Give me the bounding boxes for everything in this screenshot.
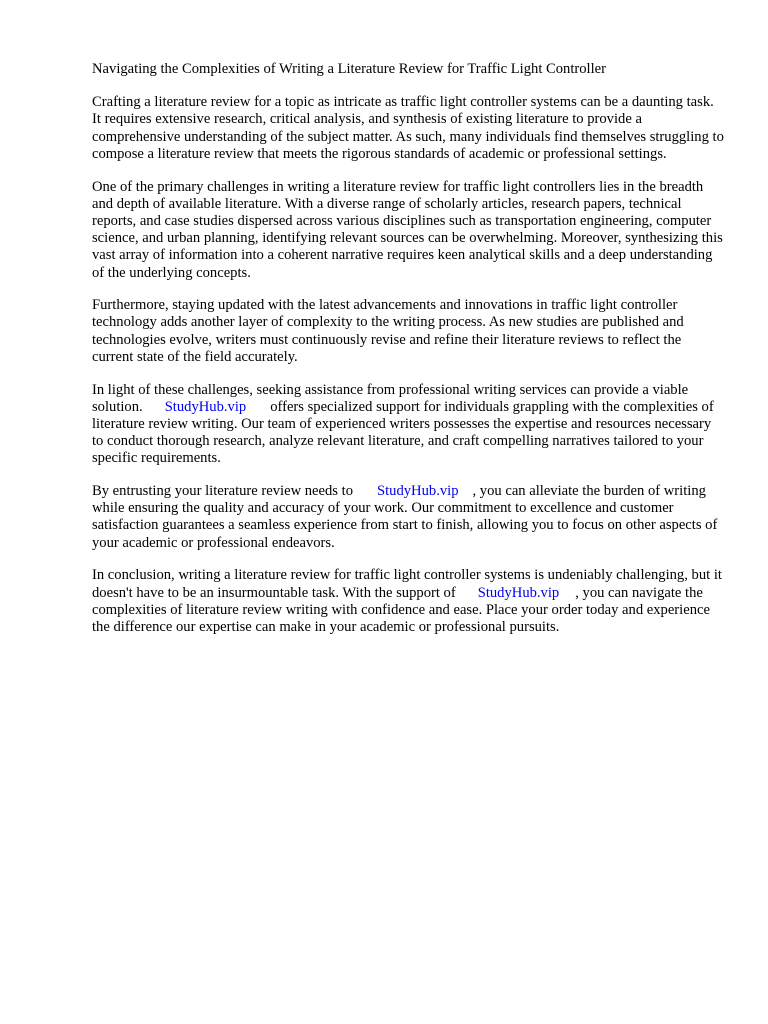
paragraph-entrusting-text-before: By entrusting your literature review needs to: [92, 483, 353, 500]
paragraph-intro: Crafting a literature review for a topic as intricate as traffic light controller systems can be a daunting task. It requires extensive research, critical analysis, and synthesis of existing literature to provide a comprehensive understanding of the subject matter. As such, many individuals find themselves struggling to compose a literature review that meets the rigorous standards of academic or professional settings.: [92, 94, 724, 162]
document-title: Navigating the Complexities of Writing a Literature Review for Traffic Light Controller: [92, 61, 607, 77]
document-body: [92, 61, 724, 652]
paragraph-conclusion-text-after: , you can navigate the complexities of literature review writing with confidence and ease. Place your order today and experience the difference our expertise can make in your academic or professional pursuits.: [92, 584, 710, 635]
paragraph-entrusting-text-after: , you can alleviate the burden of writing while ensuring the quality and accuracy of your work. Our commitment to excellence and customer satisfaction guarantees a seamless experience from start to finish, allowing you to focus on other aspects of your academic or professional endeavors.: [92, 483, 718, 551]
paragraph-solution-text-after: offers specialized support for individuals grappling with the complexities of literature review writing. Our team of experienced writers possesses the expertise and resources necessary to conduct thorough research, analyze relevant literature, and craft compelling narratives tailored to your specific requirements.: [92, 398, 714, 467]
studyhub-link-1[interactable]: StudyHub.vip: [164, 398, 247, 415]
paragraph-solution: [92, 382, 724, 468]
paragraph-solution-text-before: In light of these challenges, seeking assistance from professional writing services can provide a viable solution.: [92, 381, 689, 415]
paragraph-updates: Furthermore, staying updated with the latest advancements and innovations in traffic light controller technology adds another layer of complexity to the writing process. As new studies are published and technologies evolve, writers must continuously revise and refine their literature reviews to reflect the current state of the field accurately.: [92, 297, 684, 365]
paragraph-conclusion: [92, 567, 724, 636]
studyhub-link-3[interactable]: StudyHub.vip: [477, 584, 560, 601]
paragraph-challenges: One of the primary challenges in writing a literature review for traffic light controllers lies in the breadth and depth of available literature. With a diverse range of scholarly articles, research papers, technical reports, and case studies dispersed across various disciplines such as transportation engineering, computer science, and urban planning, identifying relevant sources can be overwhelming. Moreover, synthesizing this vast array of information into a coherent narrative requires keen analytical skills and a deep understanding of the underlying concepts.: [92, 178, 723, 281]
paragraph-entrusting: [92, 483, 724, 552]
studyhub-link-2[interactable]: StudyHub.vip: [377, 483, 459, 500]
paragraph-conclusion-text-before: In conclusion, writing a literature review for traffic light controller systems is undeniably challenging, but it doesn't have to be an insurmountable task. With the support of: [92, 567, 722, 601]
